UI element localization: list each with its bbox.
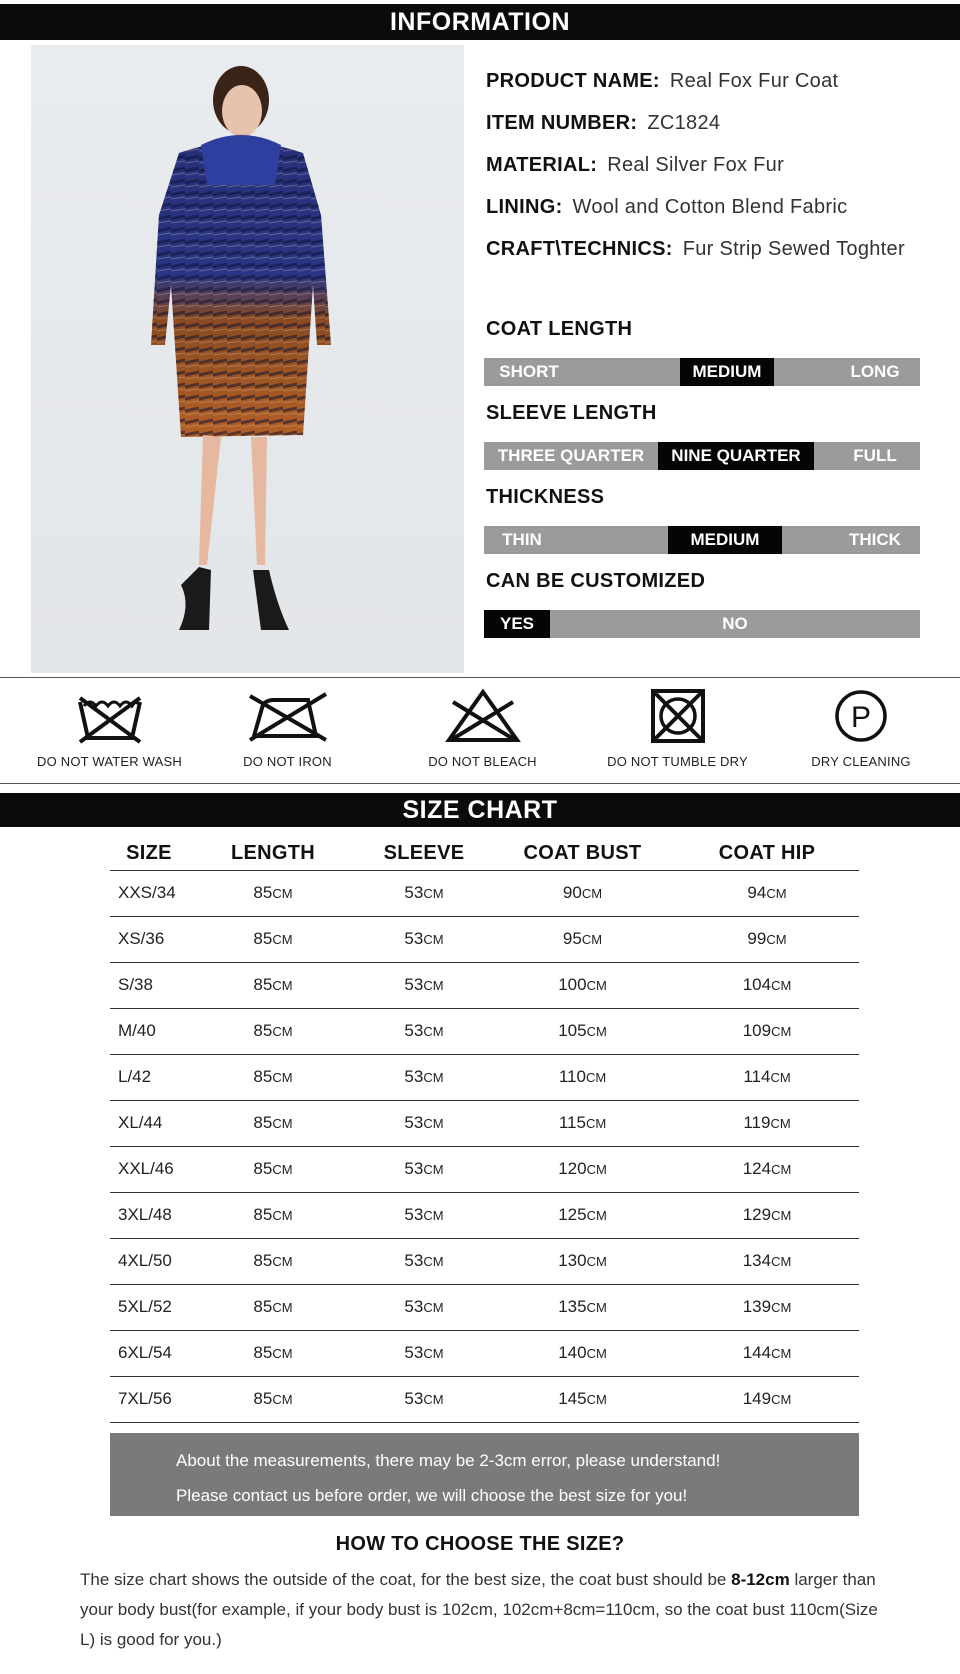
measure-cell <box>358 1100 490 1146</box>
measure-unit: CM <box>423 1162 444 1177</box>
measure-value: 134 <box>742 1251 772 1270</box>
measure-cell <box>490 1100 675 1146</box>
measure-cell <box>358 962 490 1008</box>
care-item-do-not-bleach <box>420 688 545 769</box>
measure-unit: CM <box>586 1208 607 1223</box>
table-row <box>110 1146 859 1192</box>
measure-unit: CM <box>423 1070 444 1085</box>
measure-unit: CM <box>586 1162 607 1177</box>
model-illustration <box>31 45 464 673</box>
thickness-medium: MEDIUM <box>668 526 782 554</box>
measure-unit: CM <box>771 1208 792 1223</box>
measure-cell <box>675 1330 859 1376</box>
measure-unit: CM <box>586 1346 607 1361</box>
measure-cell <box>675 1376 859 1422</box>
measure-cell <box>490 1192 675 1238</box>
col-size: SIZE <box>110 838 188 870</box>
thickness-title: THICKNESS <box>486 486 605 508</box>
measure-cell <box>358 1284 490 1330</box>
craft-value: Fur Strip Sewed Toghter <box>682 237 905 260</box>
measure-unit: CM <box>272 932 293 947</box>
measure-unit: CM <box>272 1392 293 1407</box>
measure-value: 130 <box>558 1251 587 1270</box>
item-number-label: ITEM NUMBER: <box>486 111 638 134</box>
measure-value: 53 <box>404 883 424 902</box>
measure-unit: CM <box>423 1300 444 1315</box>
howto-title: HOW TO CHOOSE THE SIZE? <box>335 1533 625 1555</box>
measure-cell <box>188 1284 358 1330</box>
measure-unit: CM <box>771 1392 792 1407</box>
thickness-bar <box>484 526 920 554</box>
svg-text:P: P <box>850 701 872 734</box>
care-item-do-not-tumble-dry <box>605 688 750 769</box>
sleeve-length-title: SLEEVE LENGTH <box>486 402 657 424</box>
measure-unit: CM <box>272 1116 293 1131</box>
measure-cell <box>675 1284 859 1330</box>
size-cell: 3XL/48 <box>110 1192 188 1238</box>
measure-cell <box>358 1054 490 1100</box>
measure-value: 124 <box>742 1159 772 1178</box>
measure-value: 85 <box>253 883 273 902</box>
note-line-1: About the measurements, there may be 2-3cm error, please understand! <box>176 1451 721 1470</box>
table-row <box>110 1054 859 1100</box>
measure-cell <box>188 1238 358 1284</box>
measure-unit: CM <box>423 1208 444 1223</box>
measure-cell <box>490 1284 675 1330</box>
measure-value: 90 <box>562 883 582 902</box>
measure-value: 85 <box>253 1113 273 1132</box>
measure-unit: CM <box>771 1346 792 1361</box>
coat-length-medium: MEDIUM <box>680 358 774 386</box>
measure-cell <box>675 1146 859 1192</box>
measure-unit: CM <box>771 1024 792 1039</box>
measure-unit: CM <box>586 1024 607 1039</box>
measure-unit: CM <box>272 1300 293 1315</box>
measure-cell <box>358 1008 490 1054</box>
table-row <box>110 1192 859 1238</box>
col-coat-bust: COAT BUST <box>490 838 675 870</box>
measure-cell <box>188 1376 358 1422</box>
measure-cell <box>490 962 675 1008</box>
measure-value: 125 <box>558 1205 587 1224</box>
coat-length-bar <box>484 358 920 386</box>
item-number-row <box>486 102 926 144</box>
measure-value: 104 <box>742 975 772 994</box>
measure-value: 53 <box>404 1343 424 1362</box>
table-row <box>110 870 859 916</box>
measure-cell <box>675 1192 859 1238</box>
measure-value: 114 <box>743 1067 771 1086</box>
material-label: MATERIAL: <box>486 153 598 176</box>
measure-cell <box>358 1146 490 1192</box>
measure-value: 53 <box>404 1389 424 1408</box>
measure-cell <box>675 916 859 962</box>
measure-unit: CM <box>586 1300 607 1315</box>
product-info <box>486 60 926 270</box>
size-table <box>110 838 859 1423</box>
col-sleeve: SLEEVE <box>358 838 490 870</box>
customized-yes: YES <box>484 610 550 638</box>
lining-value: Wool and Cotton Blend Fabric <box>572 195 848 218</box>
do-not-iron-icon <box>246 688 330 744</box>
measure-value: 53 <box>404 1251 424 1270</box>
product-name-value: Real Fox Fur Coat <box>669 69 839 92</box>
measure-value: 53 <box>404 929 424 948</box>
measure-unit: CM <box>272 1346 293 1361</box>
lining-row <box>486 186 926 228</box>
measure-value: 53 <box>404 1113 424 1132</box>
sleeve-length-bar <box>484 442 920 470</box>
measure-value: 129 <box>742 1205 772 1224</box>
measure-cell <box>358 916 490 962</box>
measure-value: 53 <box>404 1021 424 1040</box>
table-row <box>110 1284 859 1330</box>
table-row <box>110 1376 859 1422</box>
measure-cell <box>188 1330 358 1376</box>
measure-unit: CM <box>272 1162 293 1177</box>
measure-cell <box>358 1330 490 1376</box>
measure-unit: CM <box>585 1070 607 1085</box>
coat-length-short: SHORT <box>499 362 559 381</box>
measure-unit: CM <box>766 886 787 901</box>
measure-unit: CM <box>423 886 444 901</box>
table-row <box>110 916 859 962</box>
table-row <box>110 1008 859 1054</box>
measure-unit: CM <box>272 1070 293 1085</box>
customized-no: NO <box>722 614 748 633</box>
measure-value: 53 <box>404 1159 424 1178</box>
care-divider-bottom <box>0 783 960 784</box>
measure-unit: CM <box>423 1392 444 1407</box>
material-value: Real Silver Fox Fur <box>607 153 785 176</box>
measure-value: 94 <box>747 883 767 902</box>
measure-value: 139 <box>742 1297 772 1316</box>
measure-cell <box>358 870 490 916</box>
measure-unit: CM <box>766 932 787 947</box>
measure-value: 109 <box>742 1021 772 1040</box>
measure-unit: CM <box>586 1392 607 1407</box>
sleeve-length-three-quarter: THREE QUARTER <box>497 446 645 465</box>
measurement-note <box>110 1433 859 1516</box>
table-row <box>110 1330 859 1376</box>
measure-value: 149 <box>742 1389 772 1408</box>
measure-cell <box>675 962 859 1008</box>
size-cell: XXL/46 <box>110 1146 188 1192</box>
size-cell: XS/36 <box>110 916 188 962</box>
measure-value: 53 <box>404 975 424 994</box>
customized-title: CAN BE CUSTOMIZED <box>486 570 706 592</box>
care-label-do-not-wash: DO NOT WATER WASH <box>37 754 182 769</box>
thickness-thin: THIN <box>502 530 542 549</box>
measure-unit: CM <box>585 1116 607 1131</box>
measure-unit: CM <box>771 978 792 993</box>
measure-value: 105 <box>558 1021 587 1040</box>
size-cell: 5XL/52 <box>110 1284 188 1330</box>
measure-unit: CM <box>771 1300 792 1315</box>
size-cell: L/42 <box>110 1054 188 1100</box>
measure-cell <box>188 962 358 1008</box>
do-not-tumble-dry-icon <box>650 688 706 744</box>
measure-value: 85 <box>253 1021 273 1040</box>
col-coat-hip: COAT HIP <box>675 838 859 870</box>
care-divider-top <box>0 677 960 678</box>
measure-cell <box>490 870 675 916</box>
size-cell: M/40 <box>110 1008 188 1054</box>
measure-cell <box>188 1008 358 1054</box>
customized-bar <box>484 610 920 638</box>
measure-value: 85 <box>253 975 273 994</box>
measure-value: 85 <box>253 1159 273 1178</box>
table-row <box>110 962 859 1008</box>
measure-value: 85 <box>253 1251 273 1270</box>
coat-length-long: LONG <box>850 362 900 381</box>
sleeve-length-nine-quarter: NINE QUARTER <box>658 442 814 470</box>
howto-text-before: The size chart shows the outside of the coat, for the best size, the coat bust should be <box>80 1570 732 1589</box>
size-cell: S/38 <box>110 962 188 1008</box>
measure-cell <box>490 1008 675 1054</box>
measure-unit: CM <box>771 1162 792 1177</box>
dry-cleaning-icon <box>833 688 889 744</box>
size-cell: XXS/34 <box>110 870 188 916</box>
measure-value: 85 <box>253 1343 273 1362</box>
measure-unit: CM <box>272 1024 293 1039</box>
care-item-dry-cleaning <box>808 688 914 769</box>
craft-label: CRAFT\TECHNICS: <box>486 237 673 260</box>
measure-value: 99 <box>747 929 767 948</box>
measure-value: 53 <box>404 1205 424 1224</box>
measure-value: 115 <box>558 1113 586 1132</box>
measure-value: 110 <box>558 1067 586 1086</box>
care-item-do-not-iron <box>230 688 345 769</box>
thickness-thick: THICK <box>849 530 901 549</box>
measure-unit: CM <box>423 1116 444 1131</box>
measure-cell <box>675 1238 859 1284</box>
measure-value: 95 <box>562 929 582 948</box>
size-cell: 7XL/56 <box>110 1376 188 1422</box>
howto-text-bold: 8-12cm <box>731 1570 790 1589</box>
measure-value: 119 <box>743 1113 771 1132</box>
measure-unit: CM <box>581 932 603 947</box>
measure-cell <box>490 1146 675 1192</box>
measure-value: 120 <box>558 1159 587 1178</box>
size-table-header-row <box>110 838 859 870</box>
measure-unit: CM <box>423 1024 444 1039</box>
measure-value: 53 <box>404 1297 424 1316</box>
measure-value: 140 <box>558 1343 587 1362</box>
measure-unit: CM <box>272 886 293 901</box>
measure-value: 85 <box>253 1067 273 1086</box>
craft-row <box>486 228 926 270</box>
care-label-do-not-iron: DO NOT IRON <box>243 754 332 769</box>
size-cell: 4XL/50 <box>110 1238 188 1284</box>
note-line-2: Please contact us before order, we will choose the best size for you! <box>176 1486 688 1505</box>
measure-value: 85 <box>253 1205 273 1224</box>
measure-unit: CM <box>581 886 603 901</box>
lining-label: LINING: <box>486 195 563 218</box>
howto-text-after: larger than your body bust(for example, if your body bust is 102cm, 102cm+8cm=110cm, so the coat bust 110cm(Size L) is good for you.) <box>80 1570 878 1649</box>
product-name-label: PRODUCT NAME: <box>486 69 660 92</box>
measure-cell <box>188 916 358 962</box>
measure-cell <box>490 1238 675 1284</box>
table-row <box>110 1100 859 1146</box>
measure-cell <box>490 1376 675 1422</box>
care-label-do-not-tumble-dry: DO NOT TUMBLE DRY <box>607 754 748 769</box>
measure-unit: CM <box>272 1208 293 1223</box>
measure-value: 85 <box>253 929 273 948</box>
measure-cell <box>490 916 675 962</box>
measure-unit: CM <box>586 978 607 993</box>
measure-cell <box>490 1054 675 1100</box>
measure-cell <box>188 1054 358 1100</box>
measure-unit: CM <box>423 1346 444 1361</box>
measure-value: 100 <box>558 975 587 994</box>
do-not-wash-icon <box>74 688 146 744</box>
measure-value: 53 <box>404 1067 424 1086</box>
measure-cell <box>188 870 358 916</box>
measure-unit: CM <box>586 1254 607 1269</box>
care-item-do-not-wash <box>32 688 187 769</box>
measure-cell <box>490 1330 675 1376</box>
measure-cell <box>188 1146 358 1192</box>
measure-unit: CM <box>272 1254 293 1269</box>
measure-unit: CM <box>272 978 293 993</box>
product-photo <box>31 45 464 673</box>
sleeve-length-full: FULL <box>853 446 897 465</box>
do-not-bleach-icon <box>445 688 521 744</box>
size-table-body <box>110 870 859 1422</box>
measure-unit: CM <box>423 978 444 993</box>
measure-cell <box>188 1100 358 1146</box>
size-cell: 6XL/54 <box>110 1330 188 1376</box>
measure-cell <box>675 870 859 916</box>
measure-unit: CM <box>770 1070 791 1085</box>
measure-unit: CM <box>771 1254 792 1269</box>
size-chart-header: SIZE CHART <box>0 793 960 827</box>
measure-unit: CM <box>770 1116 791 1131</box>
item-number-value: ZC1824 <box>647 111 721 134</box>
material-row <box>486 144 926 186</box>
col-length: LENGTH <box>188 838 358 870</box>
product-name-row <box>486 60 926 102</box>
size-cell: XL/44 <box>110 1100 188 1146</box>
measure-value: 85 <box>253 1297 273 1316</box>
measure-cell <box>358 1376 490 1422</box>
table-row <box>110 1238 859 1284</box>
measure-cell <box>675 1054 859 1100</box>
howto-text <box>80 1565 890 1655</box>
measure-value: 85 <box>253 1389 273 1408</box>
coat-length-title: COAT LENGTH <box>486 318 633 340</box>
measure-value: 144 <box>742 1343 772 1362</box>
measure-cell <box>358 1238 490 1284</box>
measure-cell <box>188 1192 358 1238</box>
measure-value: 135 <box>558 1297 587 1316</box>
measure-unit: CM <box>423 1254 444 1269</box>
measure-cell <box>675 1008 859 1054</box>
information-header: INFORMATION <box>0 4 960 40</box>
measure-cell <box>358 1192 490 1238</box>
care-label-do-not-bleach: DO NOT BLEACH <box>428 754 537 769</box>
measure-unit: CM <box>423 932 444 947</box>
measure-cell <box>675 1100 859 1146</box>
measure-value: 145 <box>558 1389 587 1408</box>
care-label-dry-cleaning: DRY CLEANING <box>811 754 911 769</box>
